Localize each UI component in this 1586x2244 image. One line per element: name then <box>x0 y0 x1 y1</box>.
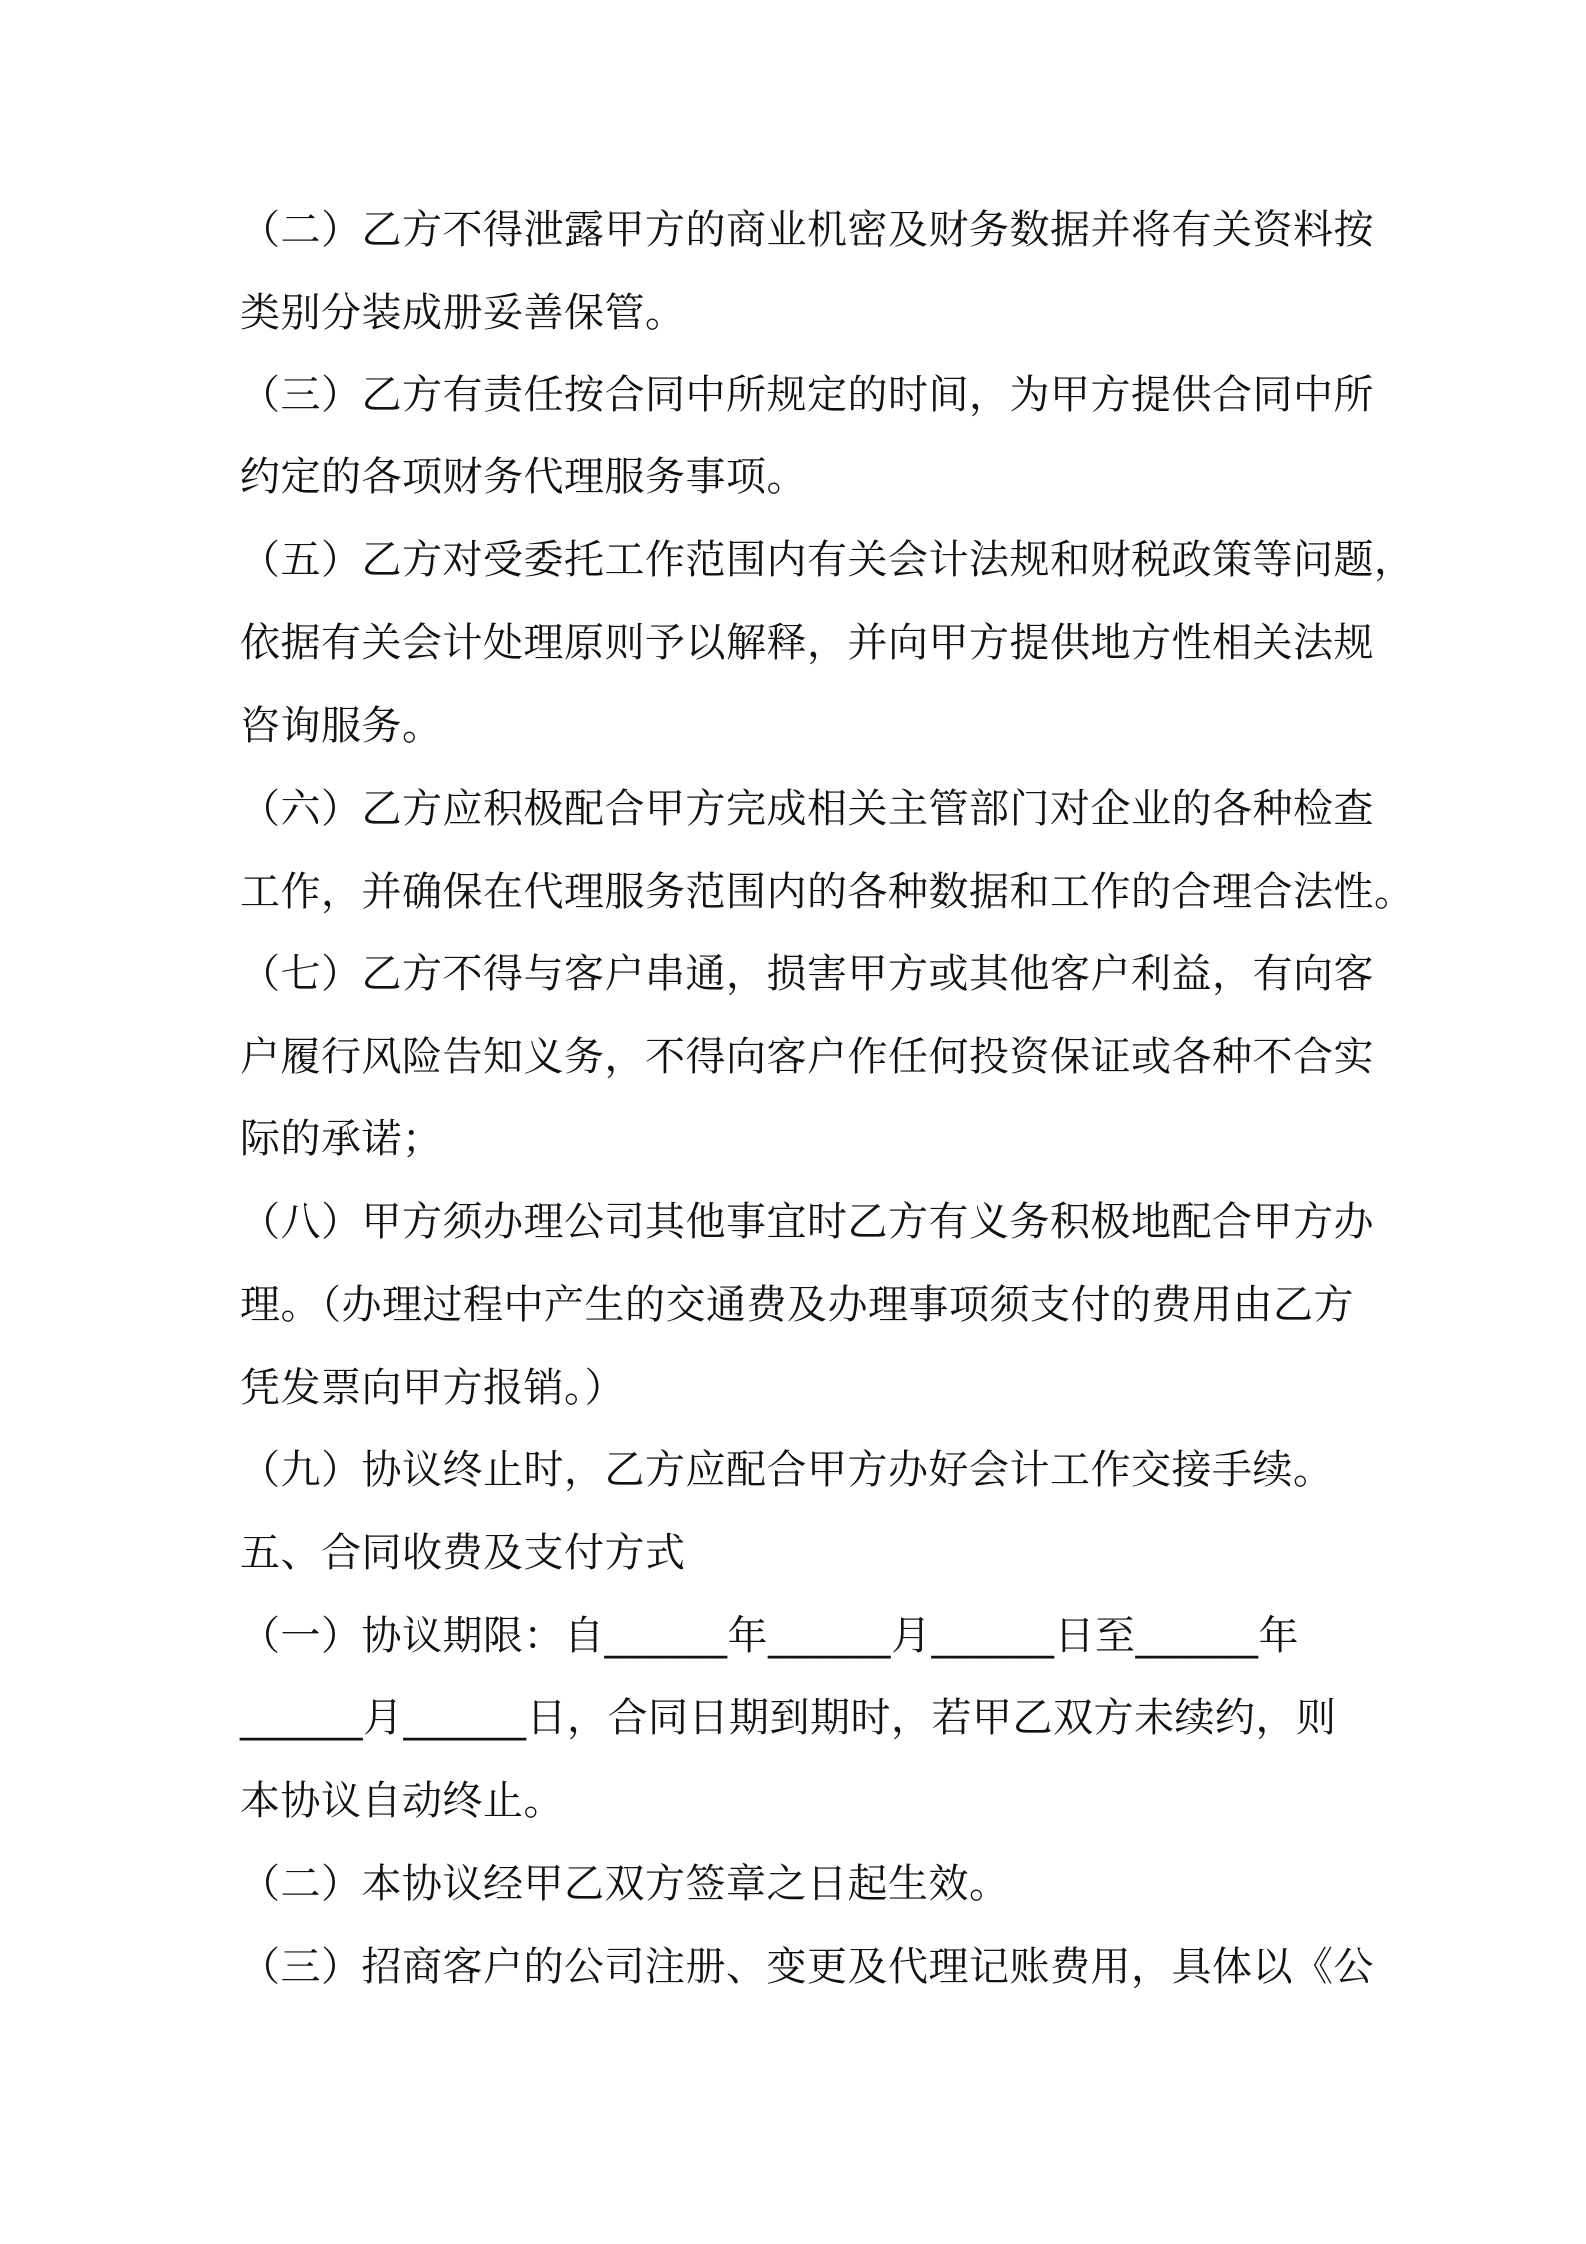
document-line: （九）协议终止时，乙方应配合甲方办好会计工作交接手续。 <box>240 1447 1334 1493</box>
document-line: （七）乙方不得与客户串通，损害甲方或其他客户利益，有向客 <box>240 951 1374 997</box>
document-line: 理。（办理过程中产生的交通费及办理事项须支付的费用由乙方 <box>240 1282 1354 1328</box>
document-line: ______月______日，合同日期到期时，若甲乙双方未续约，则 <box>240 1695 1337 1741</box>
document-line: 户履行风险告知义务，不得向客户作任何投资保证或各种不合实 <box>240 1034 1374 1080</box>
document-line: （八）甲方须办理公司其他事宜时乙方有义务积极地配合甲方办 <box>240 1199 1374 1245</box>
document-line: 际的承诺； <box>240 1116 443 1162</box>
document-line: 咨询服务。 <box>240 703 443 749</box>
document-line: 本协议自动终止。 <box>240 1778 564 1824</box>
document-line: （三）乙方有责任按合同中所规定的时间，为甲方提供合同中所 <box>240 372 1374 418</box>
document-line: （二）本协议经甲乙双方签章之日起生效。 <box>240 1861 1010 1907</box>
document-line: （一）协议期限：自______年______月______日至______年 <box>240 1613 1299 1659</box>
document-line: 凭发票向甲方报销。） <box>240 1365 625 1411</box>
document-line: 工作，并确保在代理服务范围内的各种数据和工作的合理合法性。 <box>240 869 1415 915</box>
document-line: 类别分装成册妥善保管。 <box>240 290 686 336</box>
document-line: 依据有关会计处理原则予以解释，并向甲方提供地方性相关法规 <box>240 620 1374 666</box>
document-line: 约定的各项财务代理服务事项。 <box>240 454 807 500</box>
document-line: （五）乙方对受委托工作范围内有关会计法规和财税政策等问题， <box>240 537 1415 583</box>
section-heading: 五、合同收费及支付方式 <box>240 1530 686 1576</box>
document-line: （三）招商客户的公司注册、变更及代理记账费用，具体以《公 <box>240 1944 1374 1990</box>
document-line: （六）乙方应积极配合甲方完成相关主管部门对企业的各种检查 <box>240 786 1374 832</box>
document-line: （二）乙方不得泄露甲方的商业机密及财务数据并将有关资料按 <box>240 207 1374 253</box>
